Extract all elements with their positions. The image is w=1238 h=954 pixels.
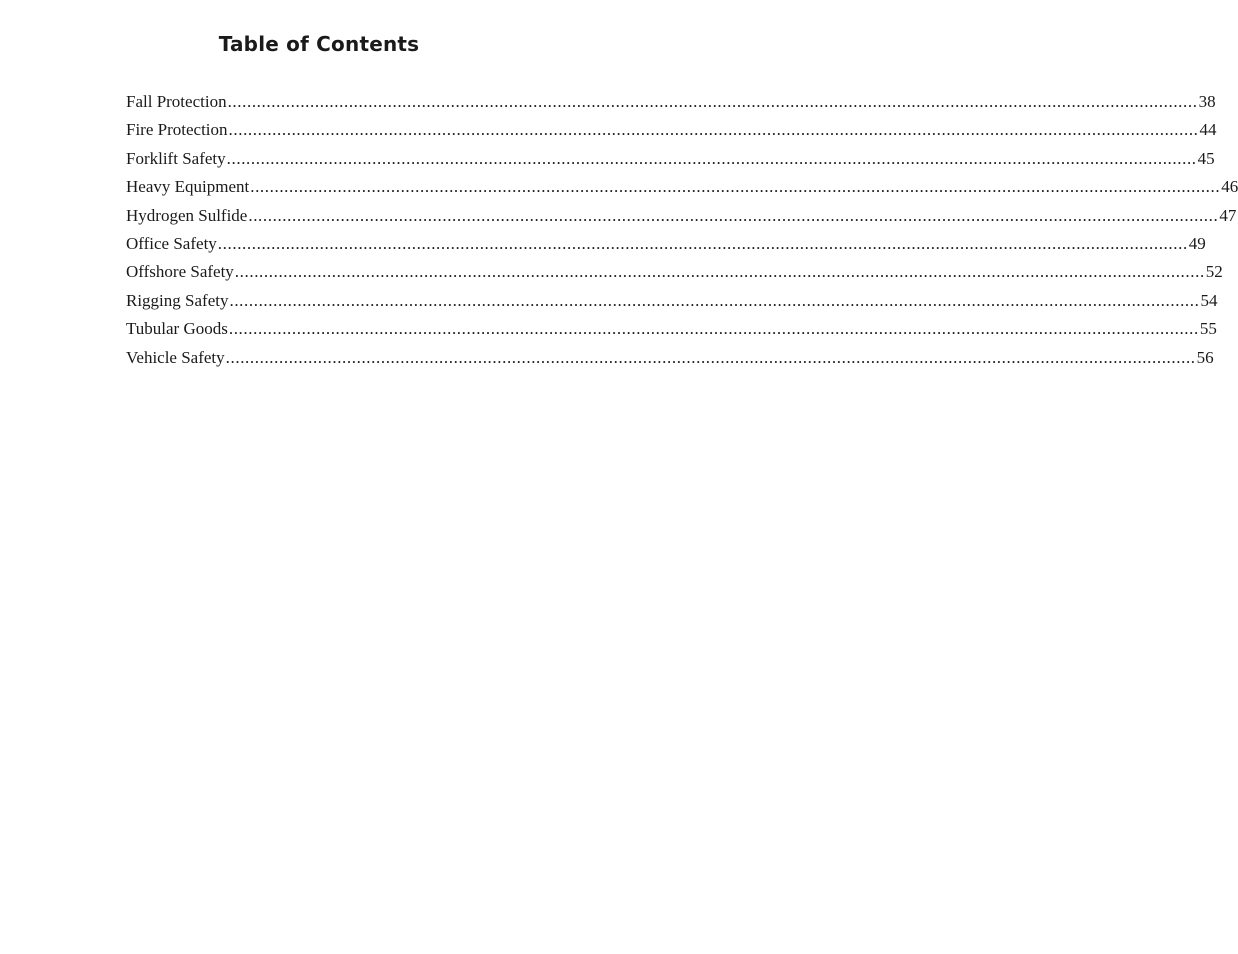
toc-entry[interactable] [126,347,1214,376]
toc-entry[interactable] [126,262,1223,290]
toc-entry[interactable] [126,148,1215,177]
toc-entry[interactable] [126,92,1216,120]
dot-leader: ........................................................................................................................................................................................................ [227,92,1198,111]
toc-entry[interactable] [126,233,1206,262]
toc-entry-page: 45 [1197,148,1215,168]
toc-entry-label: Vehicle Safety [126,347,225,367]
toc-entry[interactable] [126,290,1218,319]
toc-entry-label: Rigging Safety [126,290,229,310]
toc-entry-label: Office Safety [126,233,217,253]
toc-entry-page: 52 [1205,262,1223,282]
toc-entry-page: 44 [1199,120,1217,140]
toc-entry[interactable] [126,177,1238,205]
dot-leader: ........................................................................................................................................................................................................ [228,319,1199,339]
toc-entry-page: 38 [1198,92,1216,111]
toc-entry[interactable] [126,205,1237,234]
toc-entry-page: 49 [1188,233,1206,253]
dot-leader: ........................................................................................................................................................................................................ [248,205,1219,225]
toc-entry-label: Fire Protection [126,120,228,140]
toc-entry-page: 56 [1196,347,1214,367]
toc-entry-label: Offshore Safety [126,262,234,282]
dot-leader: ........................................................................................................................................................................................................ [217,233,1188,253]
table-of-contents [126,92,1238,376]
toc-entry-label: Forklift Safety [126,148,226,168]
toc-entry-label: Tubular Goods [126,319,228,339]
toc-entry-page: 55 [1199,319,1217,339]
toc-entry[interactable] [126,319,1217,347]
dot-leader: ........................................................................................................................................................................................................ [228,120,1199,140]
toc-entry-label: Heavy Equipment [126,177,250,197]
dot-leader: ........................................................................................................................................................................................................ [234,262,1205,282]
toc-entry-label: Hydrogen Sulfide [126,205,248,225]
toc-entry[interactable] [126,120,1217,148]
dot-leader: ........................................................................................................................................................................................................ [229,290,1200,310]
dot-leader: ........................................................................................................................................................................................................ [250,177,1221,197]
toc-entry-page: 47 [1219,205,1237,225]
dot-leader: ........................................................................................................................................................................................................ [225,347,1196,367]
dot-leader: ........................................................................................................................................................................................................ [226,148,1197,168]
toc-entry-page: 54 [1200,290,1218,310]
toc-entry-page: 46 [1221,177,1238,197]
page-title: Table of Contents [218,32,420,56]
toc-entry-label: Fall Protection [126,92,227,111]
